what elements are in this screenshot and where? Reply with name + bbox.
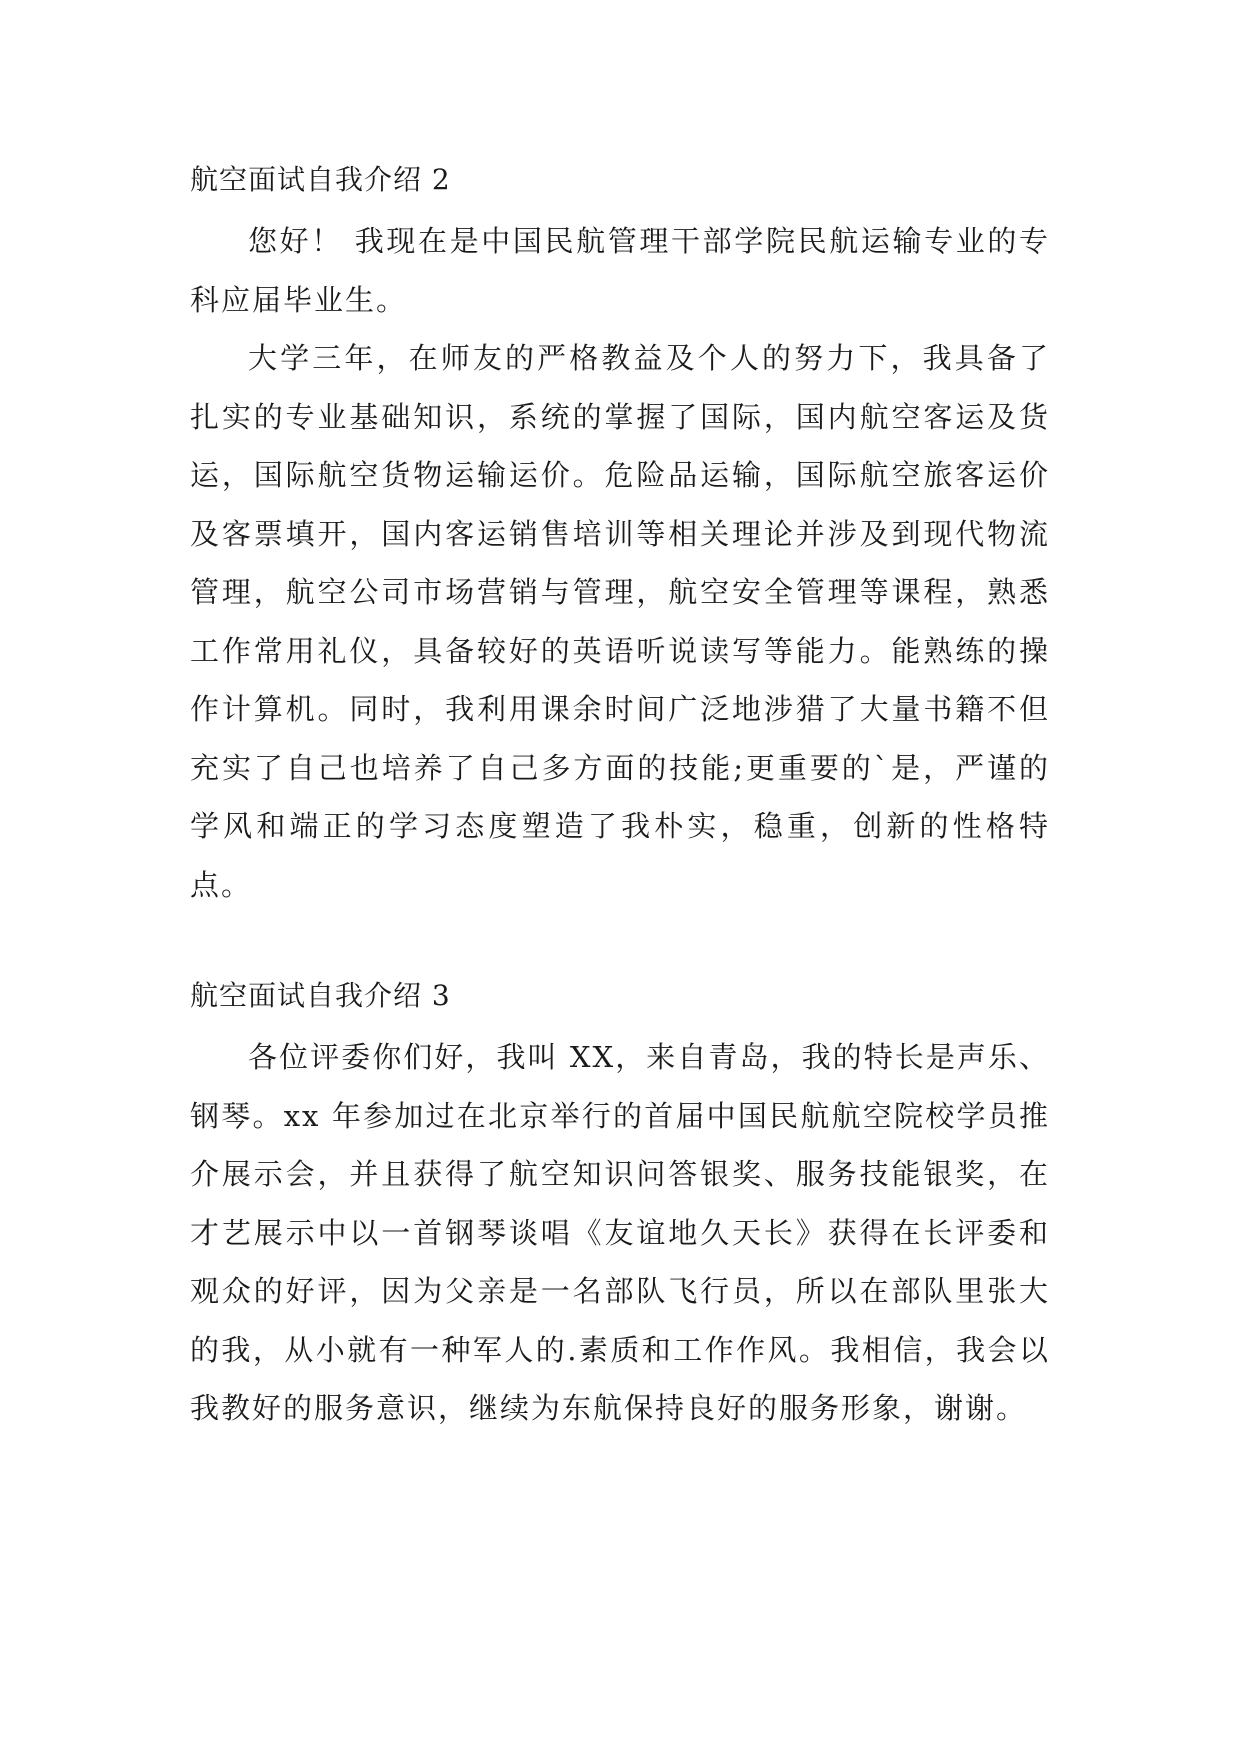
section-intro-3: [190, 976, 1050, 1438]
section-intro-2: [190, 160, 1050, 914]
paragraph: 各位评委你们好，我叫 XX，来自青岛，我的特长是声乐、钢琴。xx 年参加过在北京举行的首届中国民航航空院校学员推介展示会，并且获得了航空知识问答银奖、服务技能银奖，在才艺展示中以一首钢琴谈唱《友谊地久天长》获得在长评委和观众的好评，因为父亲是一名部队飞行员，所以在部队里张大的我，从小就有一种军人的.素质和工作作风。我相信，我会以我教好的服务意识，继续为东航保持良好的服务形象，谢谢。: [190, 1040, 1050, 1425]
document-page: [190, 160, 1050, 1438]
paragraph: 您好！ 我现在是中国民航管理干部学院民航运输专业的专科应届毕业生。: [190, 224, 1050, 317]
section-heading: 航空面试自我介绍 3: [190, 979, 451, 1012]
section-heading: 航空面试自我介绍 2: [190, 163, 451, 196]
paragraph: 大学三年，在师友的严格教益及个人的努力下，我具备了扎实的专业基础知识，系统的掌握了国际，国内航空客运及货运，国际航空货物运输运价。危险品运输，国际航空旅客运价及客票填开，国内客运销售培训等相关理论并涉及到现代物流管理，航空公司市场营销与管理，航空安全管理等课程，熟悉工作常用礼仪，具备较好的英语听说读写等能力。能熟练的操作计算机。同时，我利用课余时间广泛地涉猎了大量书籍不但充实了自己也培养了自己多方面的技能;更重要的`是，严谨的学风和端正的学习态度塑造了我朴实，稳重，创新的性格特点。: [190, 341, 1050, 902]
section-spacer: [190, 914, 1050, 976]
